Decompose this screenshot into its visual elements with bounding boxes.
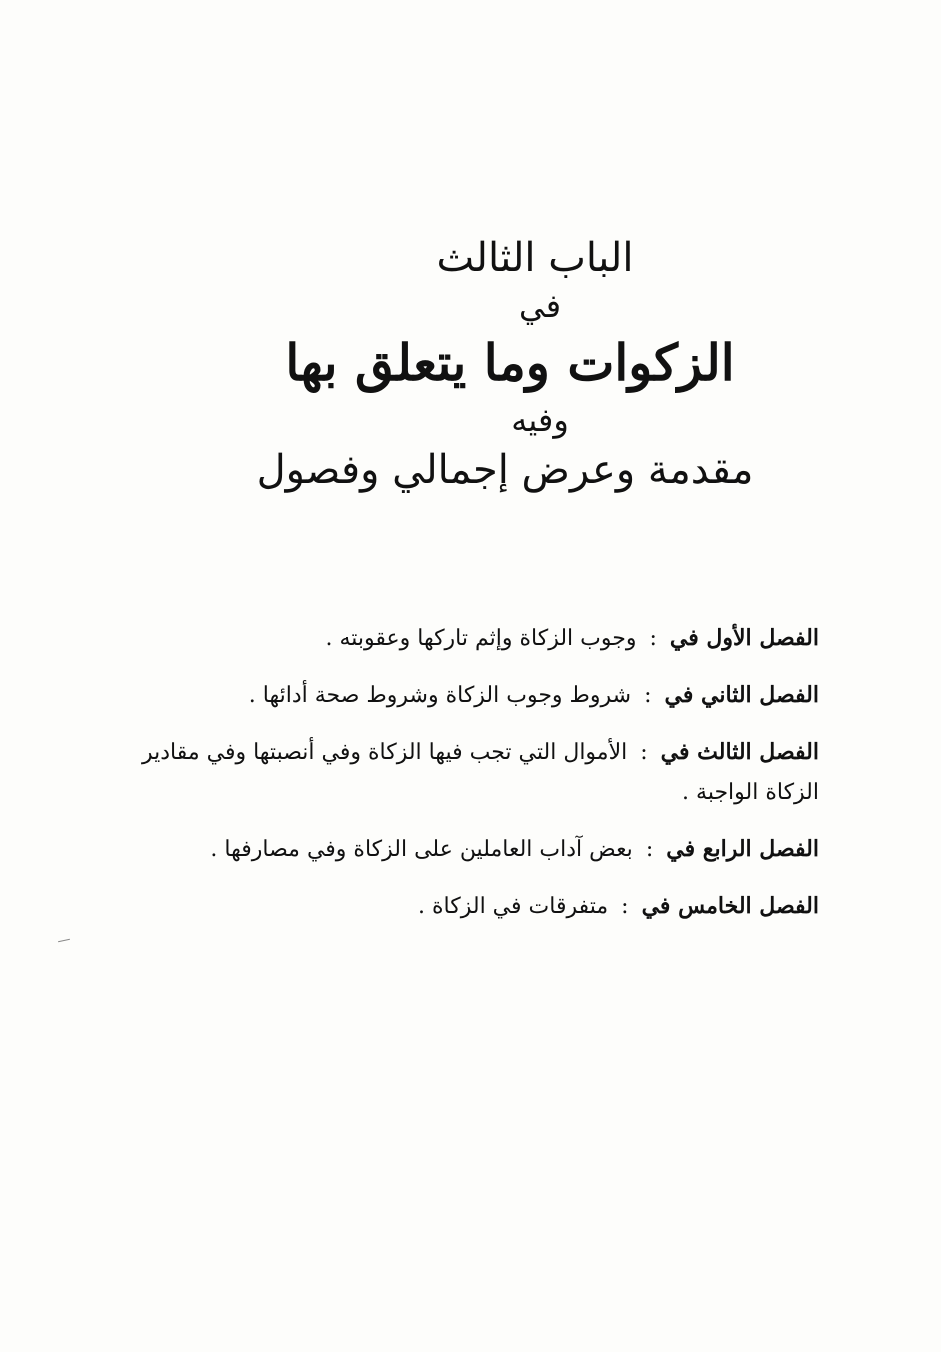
page-subtitle: مقدمة وعرض إجمالي وفصول — [256, 447, 754, 493]
chapter-label: الفصل الثالث في — [660, 739, 819, 765]
chapter-label: الفصل الأول في — [669, 625, 819, 651]
chapter-separator: : — [621, 894, 629, 919]
heading-preposition: في — [519, 287, 561, 325]
chapter-item — [119, 675, 819, 716]
chapter-text: بعض آداب العاملين على الزكاة وفي مصارفها . — [210, 837, 633, 862]
chapter-text: الأموال التي تجب فيها الزكاة وفي أنصبتها وفي مقادير الزكاة الواجبة . — [141, 740, 819, 805]
chapter-text: متفرقات في الزكاة . — [418, 894, 609, 919]
chapter-item — [119, 732, 819, 813]
scan-speck — [58, 939, 70, 942]
chapter-label: الفصل الخامس في — [641, 893, 819, 919]
chapter-list — [119, 618, 819, 943]
chapter-separator: : — [645, 837, 654, 862]
chapter-separator: : — [644, 683, 652, 708]
heading-connector: وفيه — [511, 401, 569, 439]
chapter-item — [119, 829, 819, 870]
chapter-text: وجوب الزكاة وإثم تاركها وعقوبته . — [325, 626, 637, 651]
chapter-separator: : — [640, 740, 648, 765]
chapter-item — [119, 886, 819, 927]
page-title: الزكوات وما يتعلق بها — [285, 333, 735, 392]
chapter-text: شروط وجوب الزكاة وشروط صحة أدائها . — [248, 683, 632, 708]
section-heading: الباب الثالث — [436, 235, 634, 281]
title-block — [256, 232, 780, 498]
chapter-label: الفصل الثاني في — [664, 682, 819, 708]
chapter-item — [119, 618, 819, 659]
chapter-separator: : — [649, 626, 657, 651]
chapter-label: الفصل الرابع في — [666, 836, 819, 862]
